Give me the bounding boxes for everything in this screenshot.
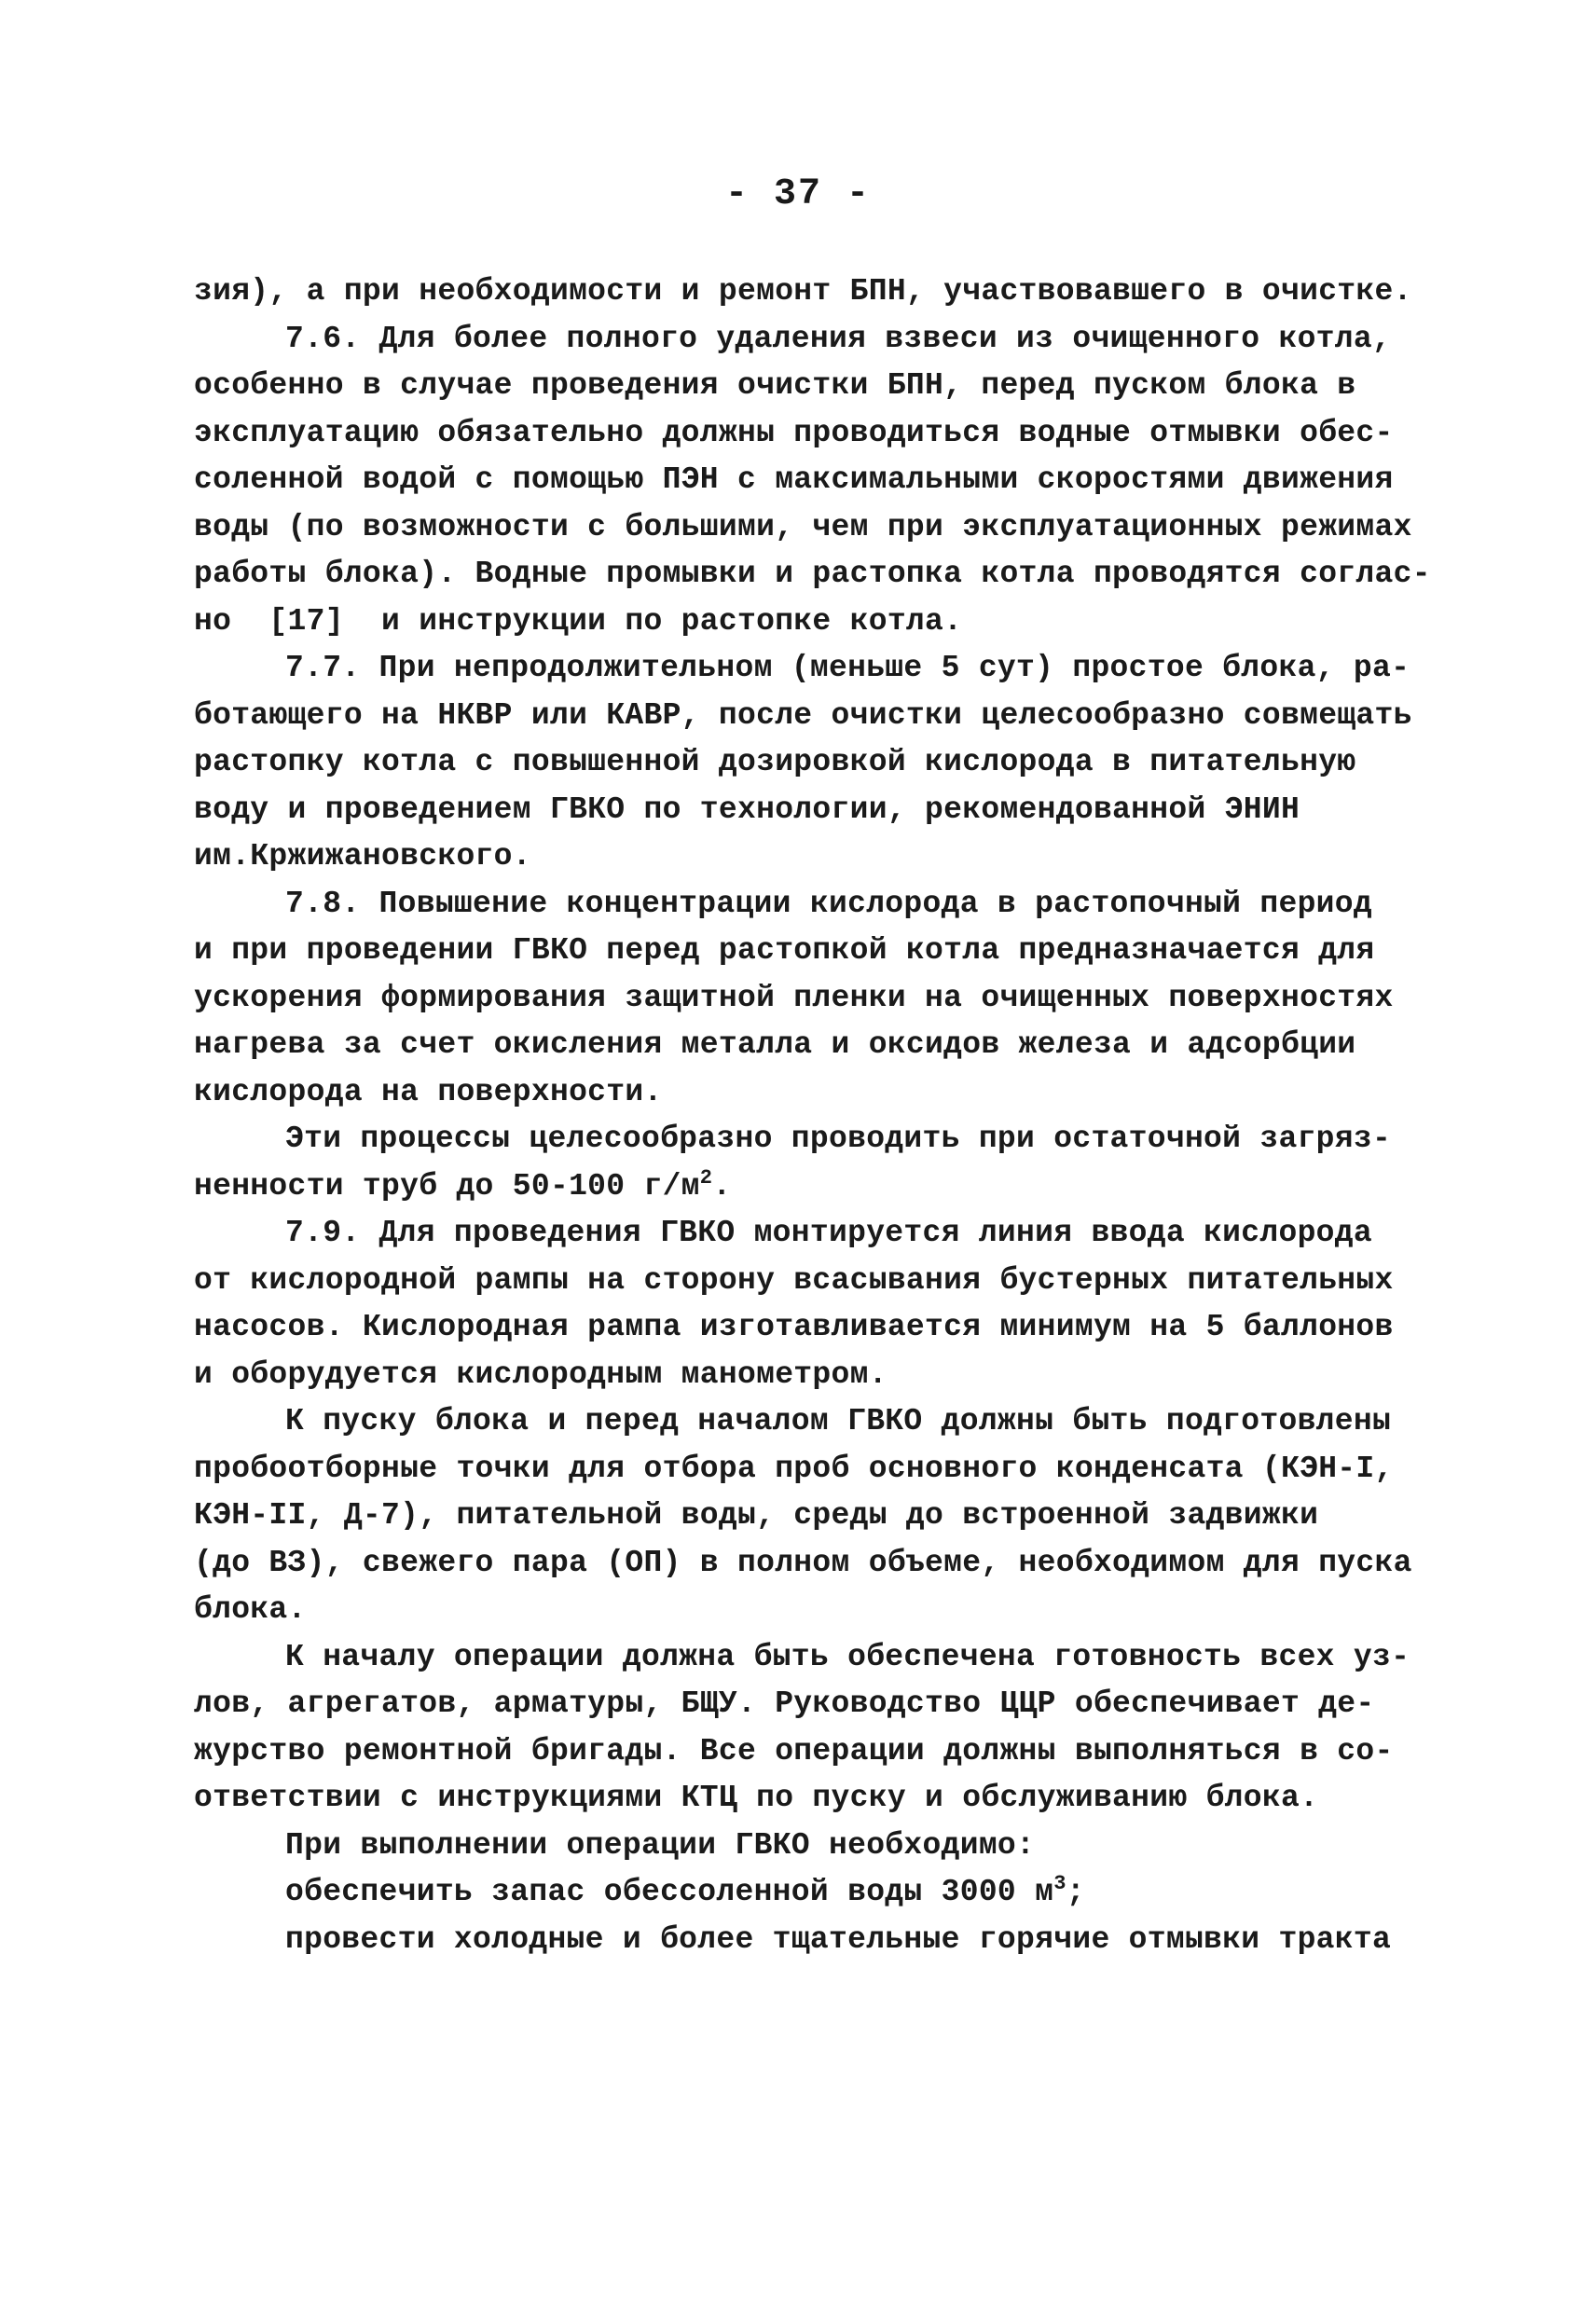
text-line [194,928,1443,975]
text-line [194,1587,1443,1634]
text-line-content: воды (по возможности с большими, чем при эксплуатационных режимах [194,509,1412,544]
text-line [194,1728,1443,1776]
text-line-content: 7.8. Повышение концентрации кислорода в растопочный период [285,886,1372,921]
text-line-content: К началу операции должна быть обеспечена готовность всех уз- [285,1639,1410,1674]
text-line-content: Эти процессы целесообразно проводить при остаточной загряз- [285,1122,1392,1156]
text-line [194,1304,1443,1352]
text-line [194,363,1443,410]
text-line-content: провести холодные и более тщательные горячие отмывки тракта [285,1921,1392,1957]
text-line [194,457,1443,504]
text-line [194,410,1443,458]
text-line-content: растопку котла с повышенной дозировкой кислорода в питательную [194,745,1356,779]
text-line-content: 7.9. Для проведения ГВКО монтируется линия ввода кислорода [285,1216,1372,1250]
text-line [194,787,1443,834]
text-line-content: блока. [194,1592,307,1627]
text-line-content: При выполнении операции ГВКО необходимо: [285,1827,1036,1863]
text-line-content: лов, агрегатов, арматуры, БЩУ. Руководство ЦЦР обеспечивает де- [194,1686,1375,1721]
text-line-tail: . [712,1168,732,1204]
text-line-content: пробоотборные точки для отбора проб основного конденсата (КЭН-I, [194,1451,1394,1486]
body-text [194,268,1443,1963]
text-line [194,1634,1443,1682]
text-line [194,1116,1443,1163]
text-line-content: К пуску блока и перед началом ГВКО должны быть подготовлены [285,1404,1392,1438]
text-line [194,881,1443,929]
text-line [194,1069,1443,1117]
text-line-content: соленной водой с помощью ПЭН с максимальными скоростями движения [194,462,1394,497]
text-line [194,833,1443,881]
text-line-content: но [17] и инструкции по растопке котла. [194,603,963,639]
text-line-content: нагрева за счет окисления металла и оксидов железа и адсорбции [194,1027,1356,1062]
text-line [194,1163,1443,1211]
text-line [194,268,1443,316]
text-line-content: кислорода на поверхности. [194,1074,663,1109]
text-line [194,975,1443,1023]
text-line [194,739,1443,787]
page-number: - 37 - [724,173,872,215]
text-line-content: ускорения формирования защитной пленки на очищенных поверхностях [194,980,1394,1015]
text-line-content: насосов. Кислородная рампа изготавливается минимум на 5 баллонов [194,1310,1394,1344]
text-line [194,1681,1443,1728]
text-line-content: ответствии с инструкциями КТЦ по пуску и обслуживанию блока. [194,1781,1319,1815]
text-line [194,1869,1443,1917]
text-line-content: ненности труб до 50-100 г/м [194,1168,700,1204]
text-line-content: им.Кржижановского. [194,839,531,874]
text-line [194,1398,1443,1446]
text-line-content: эксплуатацию обязательно должны проводиться водные отмывки обес- [194,415,1394,450]
text-line-content: воду и проведением ГВКО по технологии, рекомендованной ЭНИН [194,791,1300,827]
text-line-content: 7.6. Для более полного удаления взвеси из очищенного котла, [285,321,1392,356]
text-line-content: 7.7. При непродолжительном (меньше 5 сут) простое блока, ра- [285,651,1410,685]
text-line [194,1258,1443,1305]
text-line [194,1446,1443,1493]
text-line [194,551,1443,599]
text-line-content: и оборудуется кислородным манометром. [194,1356,887,1392]
text-line [194,645,1443,693]
text-line-content: и при проведении ГВКО перед растопкой котла предназначается для [194,933,1375,968]
text-line-content: КЭН-II, Д-7), питательной воды, среды до встроенной задвижки [194,1498,1319,1533]
superscript: 3 [1053,1872,1066,1895]
text-line [194,316,1443,364]
text-line-content: зия), а при необходимости и ремонт БПН, участвовавшего в очистке. [194,274,1412,309]
text-line [194,1210,1443,1258]
superscript: 2 [699,1165,713,1190]
text-line [194,1775,1443,1823]
text-line [194,1352,1443,1399]
text-line [194,693,1443,740]
text-line-content: работы блока). Водные промывки и растопка котла проводятся соглас- [194,557,1431,591]
text-line [194,599,1443,646]
text-line-content: от кислородной рампы на сторону всасывания бустерных питательных [194,1262,1394,1298]
text-line-content: ботающего на НКВР или КАВР, после очистки целесообразно совмещать [194,697,1412,733]
text-line [194,1540,1443,1588]
text-line [194,1917,1443,1964]
text-line-content: журство ремонтной бригады. Все операции должны выполняться в со- [194,1733,1394,1768]
text-line-content: особенно в случае проведения очистки БПН, перед пуском блока в [194,368,1356,403]
text-line [194,504,1443,552]
text-line [194,1823,1443,1870]
text-line-content: (до ВЗ), свежего пара (ОП) в полном объеме, необходимом для пуска [194,1545,1412,1580]
text-line-content: обеспечить запас обессоленной воды 3000 м [285,1875,1054,1909]
text-line-tail: ; [1066,1875,1085,1909]
text-line [194,1493,1443,1540]
text-line [194,1022,1443,1069]
